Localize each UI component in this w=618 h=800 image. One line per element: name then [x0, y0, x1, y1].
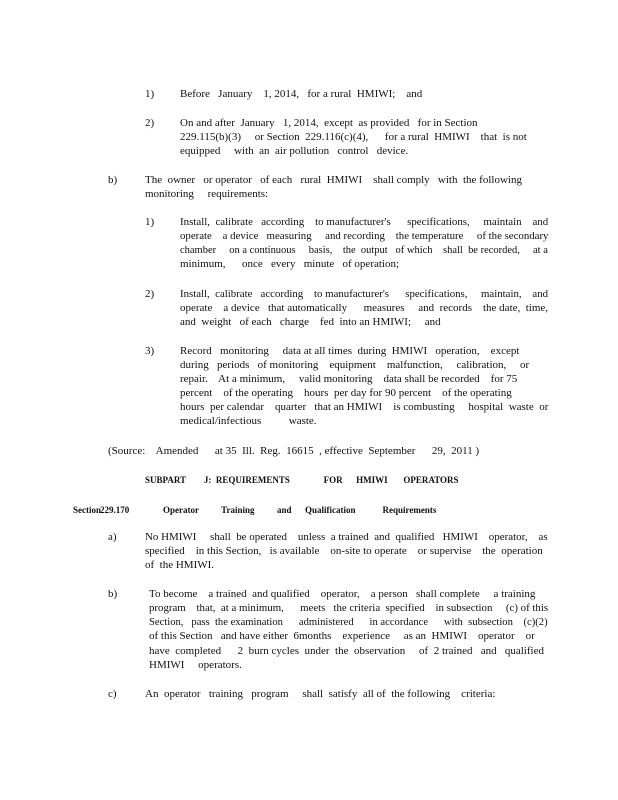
text-line: during periods of monitoring equipment malfunction, calibration, or — [180, 359, 530, 371]
item-label-3: 3) — [145, 345, 155, 357]
text-line: No HMIWI shall be operated unless a trained and qualified HMIWI operator, as — [145, 531, 548, 543]
text-line: repair. At a minimum, valid monitoring data shall be recorded for 75 — [180, 373, 518, 385]
item-label-b: b) — [108, 588, 118, 600]
text-line: operate a device measuring and recording the temperature of the secondary — [180, 230, 549, 242]
item-label-a: a) — [108, 531, 117, 543]
text-line: On and after January 1, 2014, except as provided for in Section — [180, 117, 478, 129]
text-line: and weight of each charge fed into an HMIWI; and — [180, 316, 441, 328]
text-line: Install, calibrate according to manufacturer's specifications, maintain and — [180, 216, 549, 228]
text-line: An operator training program shall satisfy all of the following criteria: — [145, 688, 496, 700]
text-line: medical/infectious waste. — [180, 415, 317, 427]
text-line: specified in this Section, is available on-site to operate or supervise the operation — [145, 545, 543, 557]
source-note: (Source: Amended at 35 Ill. Reg. 16615 , effective September 29, 2011 ) — [108, 445, 480, 457]
text-line: have completed 2 burn cycles under the observation of 2 trained and qualified — [149, 645, 544, 657]
text-line: Record monitoring data at all times during HMIWI operation, except — [180, 345, 520, 357]
text-line: operate a device that automatically measures and records the date, time, — [180, 302, 549, 314]
text-line: To become a trained and qualified operator, a person shall complete a training — [149, 588, 536, 600]
item-label-b: b) — [108, 174, 118, 186]
text-line: Install, calibrate according to manufacturer's specifications, maintain, and — [180, 288, 549, 300]
text-line: minimum, once every minute of operation; — [180, 258, 400, 270]
text-line: of the HMIWI. — [145, 559, 215, 571]
item-label-c: c) — [108, 688, 117, 700]
text-line: The owner or operator of each rural HMIWI shall comply with the following — [145, 174, 522, 186]
item-label-2: 2) — [145, 117, 155, 129]
text-line: hours per calendar quarter that an HMIWI is combusting hospital waste or — [180, 401, 549, 413]
item-label-1: 1) — [145, 88, 155, 100]
item-label-2: 2) — [145, 288, 155, 300]
section-label: Section — [73, 505, 101, 515]
text-line: chamber on a continuous basis, the output of which shall be recorded, at a — [180, 244, 548, 256]
text-line: Section, pass the examination administered in accordance with subsection (c)(2) — [149, 616, 548, 628]
text-line: monitoring requirements: — [145, 188, 269, 200]
item-label-1: 1) — [145, 216, 155, 228]
text-line: Before January 1, 2014, for a rural HMIWI; and — [180, 88, 423, 100]
text-line: HMIWI operators. — [149, 659, 242, 671]
text-line: equipped with an air pollution control device. — [180, 145, 409, 157]
section-heading: 229.170 Operator Training and Qualification Requirements — [100, 505, 437, 515]
text-line: percent of the operating hours per day for 90 percent of the operating — [180, 387, 512, 399]
text-line: of this Section and have either 6months experience as an HMIWI operator or — [149, 630, 535, 642]
text-line: 229.115(b)(3) or Section 229.116(c)(4), for a rural HMIWI that is not — [180, 131, 527, 143]
subpart-heading: SUBPART J: REQUIREMENTS FOR HMIWI OPERATORS — [145, 475, 459, 485]
text-line: program that, at a minimum, meets the criteria specified in subsection (c) of this — [149, 602, 549, 614]
